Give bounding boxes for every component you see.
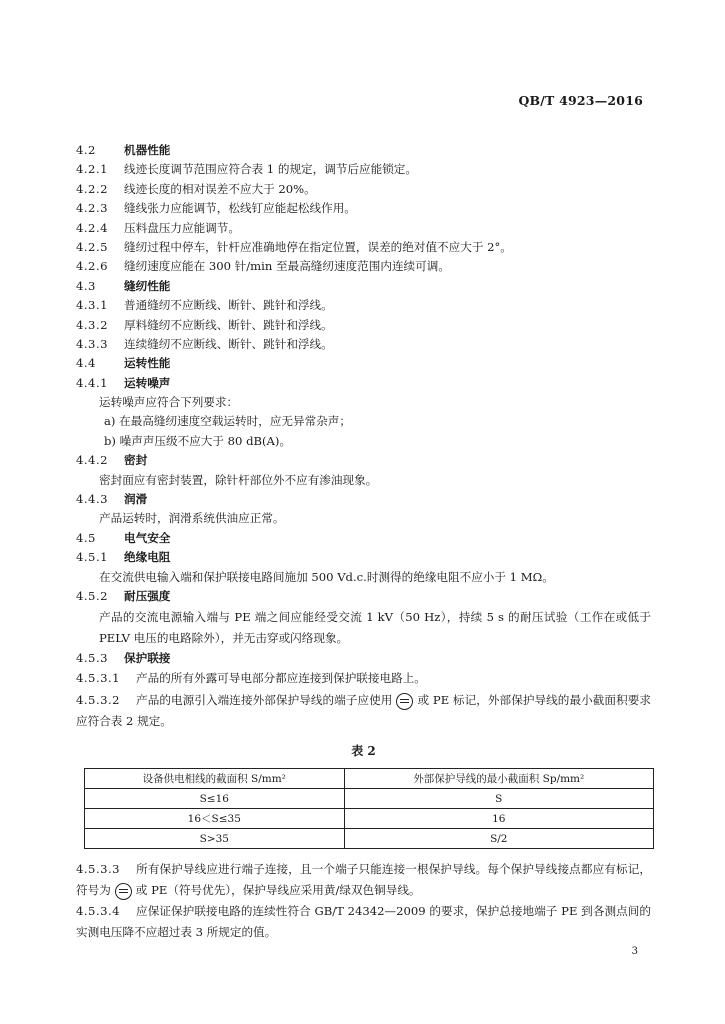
clause-title: 机器性能 xyxy=(124,143,171,157)
clause-line xyxy=(76,451,651,470)
clause-text: a) 在最高缝纫速度空载运转时，应无异常杂声； xyxy=(104,414,351,429)
clause-text-before: 产品的电源引入端连接外部保护导线的端子应使用 xyxy=(136,693,393,708)
document-body xyxy=(76,141,651,943)
clause-title: 电气安全 xyxy=(124,530,171,545)
clause-number: 4.5.2 xyxy=(76,588,108,603)
table-row xyxy=(85,789,654,809)
clause-text: 压料盘压力应能调节。 xyxy=(124,220,240,235)
clause-text: 在交流供电输入端和保护联接电路间施加 500 Vd.c.时测得的绝缘电阻不应小于 1 MΩ。 xyxy=(99,569,554,584)
clause-number: 4.3.2 xyxy=(76,317,108,332)
clause-title: 缝纫性能 xyxy=(124,278,171,293)
table-row xyxy=(85,809,654,829)
clause-text: 密封面应有密封装置，除针杆部位外不应有渗油现象。 xyxy=(99,472,378,487)
clause-line xyxy=(76,238,651,257)
clause-number: 4.2.5 xyxy=(76,239,108,254)
table-2 xyxy=(84,768,654,849)
clause-title: 润滑 xyxy=(124,492,148,507)
standard-code-header: QB/T 4923—2016 xyxy=(518,93,643,108)
table-header-protective: 外部保护导线的最小截面积 Sp/mm² xyxy=(344,769,653,789)
table-cell: S>35 xyxy=(85,829,345,849)
clause-4-5-3-2 xyxy=(76,690,651,732)
table-row xyxy=(85,829,654,849)
clause-text: 缝线张力应能调节，松线钉应能起松线作用。 xyxy=(124,201,356,216)
clause-number: 4.3 xyxy=(76,278,96,293)
clause-4-5-3-1 xyxy=(76,669,651,688)
clause-text: 应保证保护联接电路的连续性符合 GB/T 24342—2009 的要求，保护总接地端子 PE 到各测点间的实测电压降不应超过表 3 所规定的值。 xyxy=(76,904,651,940)
clause-number: 4.4.2 xyxy=(76,453,108,468)
table-header-phase: 设备供电相线的截面积 S/mm² xyxy=(85,769,345,789)
clause-number: 4.5.1 xyxy=(76,550,108,565)
clause-line xyxy=(76,296,651,315)
table-caption: 表 2 xyxy=(351,744,376,759)
table-cell: S/2 xyxy=(344,829,653,849)
clause-line xyxy=(76,374,651,393)
clause-text-before: 所有保护导线应进行端子连接，且一个端子只能连接一根保护导线。每个保护导线接点都应有标记，符号为 xyxy=(76,862,651,898)
clause-line xyxy=(76,354,651,373)
clause-line xyxy=(76,316,651,335)
protective-earth-icon xyxy=(115,883,132,900)
table-cell: S xyxy=(344,789,653,809)
clause-number: 4.2.1 xyxy=(76,162,108,177)
clause-number: 4.4.3 xyxy=(76,492,108,507)
clause-number: 4.5.3.2 xyxy=(76,693,121,708)
clause-text: 产品运转时，润滑系统供油应正常。 xyxy=(99,511,285,526)
table-cell: 16 xyxy=(344,809,653,829)
clause-line xyxy=(76,277,651,296)
clause-number: 4.5.3 xyxy=(76,651,108,666)
clause-number: 4.3.1 xyxy=(76,298,108,313)
clause-line xyxy=(76,141,651,160)
clause-text: 缝纫速度应能在 300 针/min 至最高缝纫速度范围内连续可调。 xyxy=(124,259,450,274)
clause-number: 4.5 xyxy=(76,530,96,545)
clause-4-5-3-3 xyxy=(76,859,651,901)
clause-line xyxy=(76,180,651,199)
clause-number: 4.2.6 xyxy=(76,259,108,274)
clause-number: 4.2 xyxy=(76,143,96,157)
clause-line xyxy=(76,335,651,354)
clause-title: 运转性能 xyxy=(124,356,171,371)
clause-text: 运转噪声应符合下列要求： xyxy=(99,395,239,410)
clause-line xyxy=(76,160,651,179)
clause-text-after: 或 PE 标记，外部保护导线的最小截面积要求应符合表 2 规定。 xyxy=(76,693,651,729)
clause-line xyxy=(76,219,651,238)
clause-title: 保护联接 xyxy=(124,651,171,666)
clause-title: 绝缘电阻 xyxy=(124,550,171,565)
paragraph-4-5-2: 产品的交流电源输入端与 PE 端之间应能经受交流 1 kV（50 Hz），持续 5 s 的耐压试验（工作在或低于 PELV 电压的电路除外），并无击穿或闪络现象。 xyxy=(99,610,651,646)
clause-line xyxy=(76,548,651,567)
clause-line xyxy=(76,568,651,587)
protective-earth-icon xyxy=(396,693,413,710)
clause-number: 4.3.3 xyxy=(76,336,108,351)
clause-line xyxy=(76,393,651,412)
clause-line xyxy=(76,490,651,509)
page-number: 3 xyxy=(631,946,638,957)
clause-list xyxy=(76,141,651,606)
clause-number: 4.5.3.1 xyxy=(76,670,121,685)
clause-number: 4.5.3.3 xyxy=(76,862,121,877)
clause-text: 线迹长度的相对误差不应大于 20%。 xyxy=(124,181,316,196)
clause-title: 运转噪声 xyxy=(124,375,171,390)
clause-4-5-3-4 xyxy=(76,901,651,943)
clause-line xyxy=(76,412,651,431)
clause-text-after: 或 PE（符号优先），保护导线应采用黄/绿双色铜导线。 xyxy=(135,883,421,898)
clause-4-5-3 xyxy=(76,649,651,668)
clause-number: 4.4.1 xyxy=(76,375,108,390)
clause-title: 耐压强度 xyxy=(124,588,171,603)
clause-line xyxy=(76,587,651,606)
clause-line xyxy=(76,471,651,490)
clause-number: 4.2.2 xyxy=(76,181,108,196)
clause-number: 4.5.3.4 xyxy=(76,904,121,919)
clause-text: b) 噪声声压级不应大于 80 dB(A)。 xyxy=(104,433,292,448)
clause-title: 密封 xyxy=(124,453,148,468)
clause-text: 线迹长度调节范围应符合表 1 的规定，调节后应能锁定。 xyxy=(124,162,417,177)
clause-line xyxy=(76,432,651,451)
clause-line xyxy=(76,257,651,276)
clause-number: 4.2.4 xyxy=(76,220,108,235)
table-cell: S≤16 xyxy=(85,789,345,809)
clause-number: 4.4 xyxy=(76,356,96,371)
clause-text: 缝纫过程中停车，针杆应准确地停在指定位置，误差的绝对值不应大于 2°。 xyxy=(124,239,512,254)
table-cell: 16＜S≤35 xyxy=(85,809,345,829)
clause-text: 连续缝纫不应断线、断针、跳针和浮线。 xyxy=(124,336,333,351)
clause-line xyxy=(76,529,651,548)
clause-line xyxy=(76,199,651,218)
clause-text: 产品的所有外露可导电部分都应连接到保护联接电路上。 xyxy=(136,670,426,685)
clause-text: 普通缝纫不应断线、断针、跳针和浮线。 xyxy=(124,298,333,313)
clause-line xyxy=(76,509,651,528)
clause-text: 厚料缝纫不应断线、断针、跳针和浮线。 xyxy=(124,317,333,332)
clause-number: 4.2.3 xyxy=(76,201,108,216)
